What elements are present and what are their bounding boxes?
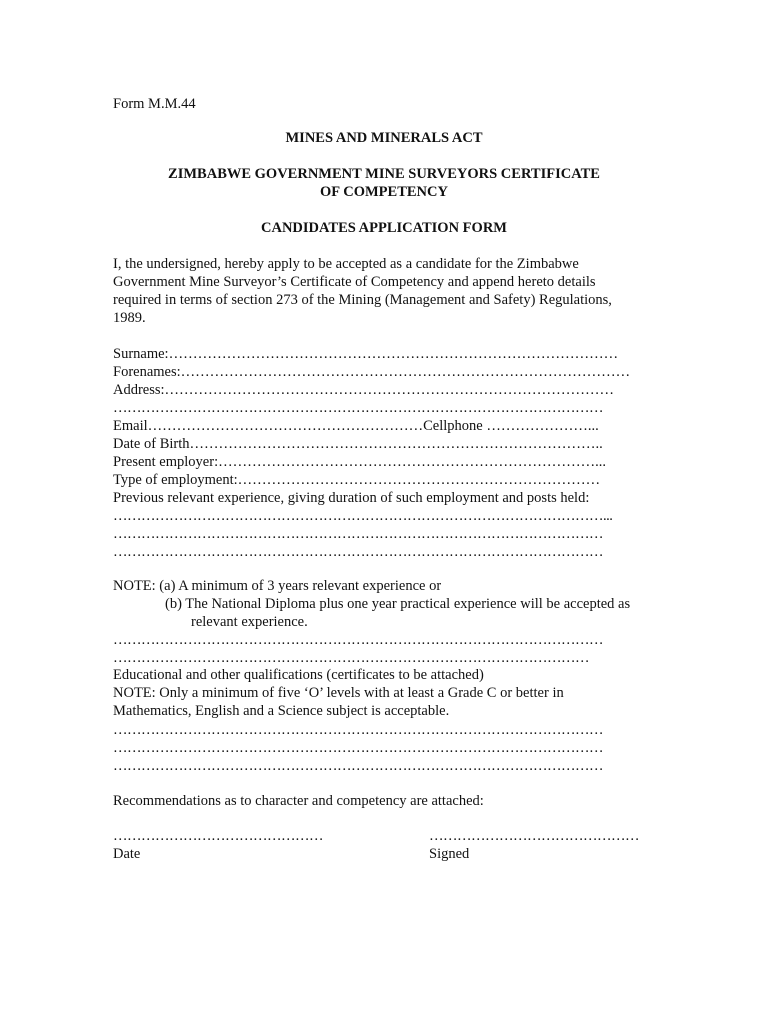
address-field[interactable]: Address:………………………………………………………………………………… bbox=[113, 382, 615, 398]
signed-signature-line[interactable]: ……………………………………… bbox=[429, 828, 639, 844]
education-line[interactable]: …………………………………………………………………………………………… bbox=[113, 722, 603, 738]
note-a: NOTE: (a) A minimum of 3 years relevant experience or bbox=[113, 578, 442, 594]
email-cellphone-field[interactable]: Email…………………………………………………Cellphone …………………... bbox=[113, 418, 599, 434]
education-line[interactable]: …………………………………………………………………………………………… bbox=[113, 740, 603, 756]
form-title: CANDIDATES APPLICATION FORM bbox=[261, 220, 507, 236]
education-label: Educational and other qualifications (certificates to be attached) bbox=[113, 667, 484, 683]
intro-line: Government Mine Surveyor’s Certificate of Competency and append hereto details bbox=[113, 274, 596, 290]
surname-field[interactable]: Surname:………………………………………………………………………………… bbox=[113, 346, 619, 362]
education-note-line-1: NOTE: Only a minimum of five ‘O’ levels with at least a Grade C or better in bbox=[113, 685, 564, 701]
experience-line[interactable]: ……………………………………………………………………………………………... bbox=[113, 508, 613, 524]
experience-label: Previous relevant experience, giving duration of such employment and posts held: bbox=[113, 490, 590, 506]
act-title: MINES AND MINERALS ACT bbox=[285, 130, 483, 146]
note-line[interactable]: …………………………………………………………………………………………… bbox=[113, 632, 603, 648]
certificate-title-line-2: OF COMPETENCY bbox=[320, 184, 448, 200]
intro-line: required in terms of section 273 of the Mining (Management and Safety) Regulations, bbox=[113, 292, 612, 308]
education-line[interactable]: …………………………………………………………………………………………… bbox=[113, 758, 603, 774]
forenames-field[interactable]: Forenames:………………………………………………………………………………… bbox=[113, 364, 631, 380]
experience-line[interactable]: …………………………………………………………………………………………… bbox=[113, 544, 603, 560]
date-of-birth-field[interactable]: Date of Birth………………………………………………………………………….. bbox=[113, 436, 603, 452]
intro-line: I, the undersigned, hereby apply to be accepted as a candidate for the Zimbabwe bbox=[113, 256, 579, 272]
type-of-employment-field[interactable]: Type of employment:………………………………………………………………… bbox=[113, 472, 601, 488]
certificate-title-line-1: ZIMBABWE GOVERNMENT MINE SURVEYORS CERTIFICATE bbox=[168, 166, 600, 182]
date-label: Date bbox=[113, 846, 141, 862]
present-employer-field[interactable]: Present employer:……………………………………………………………………... bbox=[113, 454, 606, 470]
note-line[interactable]: ………………………………………………………………………………………… bbox=[113, 650, 589, 666]
note-b: (b) The National Diploma plus one year practical experience will be accepted as bbox=[165, 596, 631, 612]
note-b-continuation: relevant experience. bbox=[191, 614, 308, 630]
form-number: Form M.M.44 bbox=[113, 96, 196, 112]
experience-line[interactable]: …………………………………………………………………………………………… bbox=[113, 526, 603, 542]
intro-line: 1989. bbox=[113, 310, 146, 326]
recommendations-text: Recommendations as to character and competency are attached: bbox=[113, 793, 484, 809]
education-note-line-2: Mathematics, English and a Science subject is acceptable. bbox=[113, 703, 450, 719]
address-continuation-field[interactable]: …………………………………………………………………………………………… bbox=[113, 400, 603, 416]
date-signature-line[interactable]: ……………………………………… bbox=[113, 828, 323, 844]
signed-label: Signed bbox=[429, 846, 470, 862]
